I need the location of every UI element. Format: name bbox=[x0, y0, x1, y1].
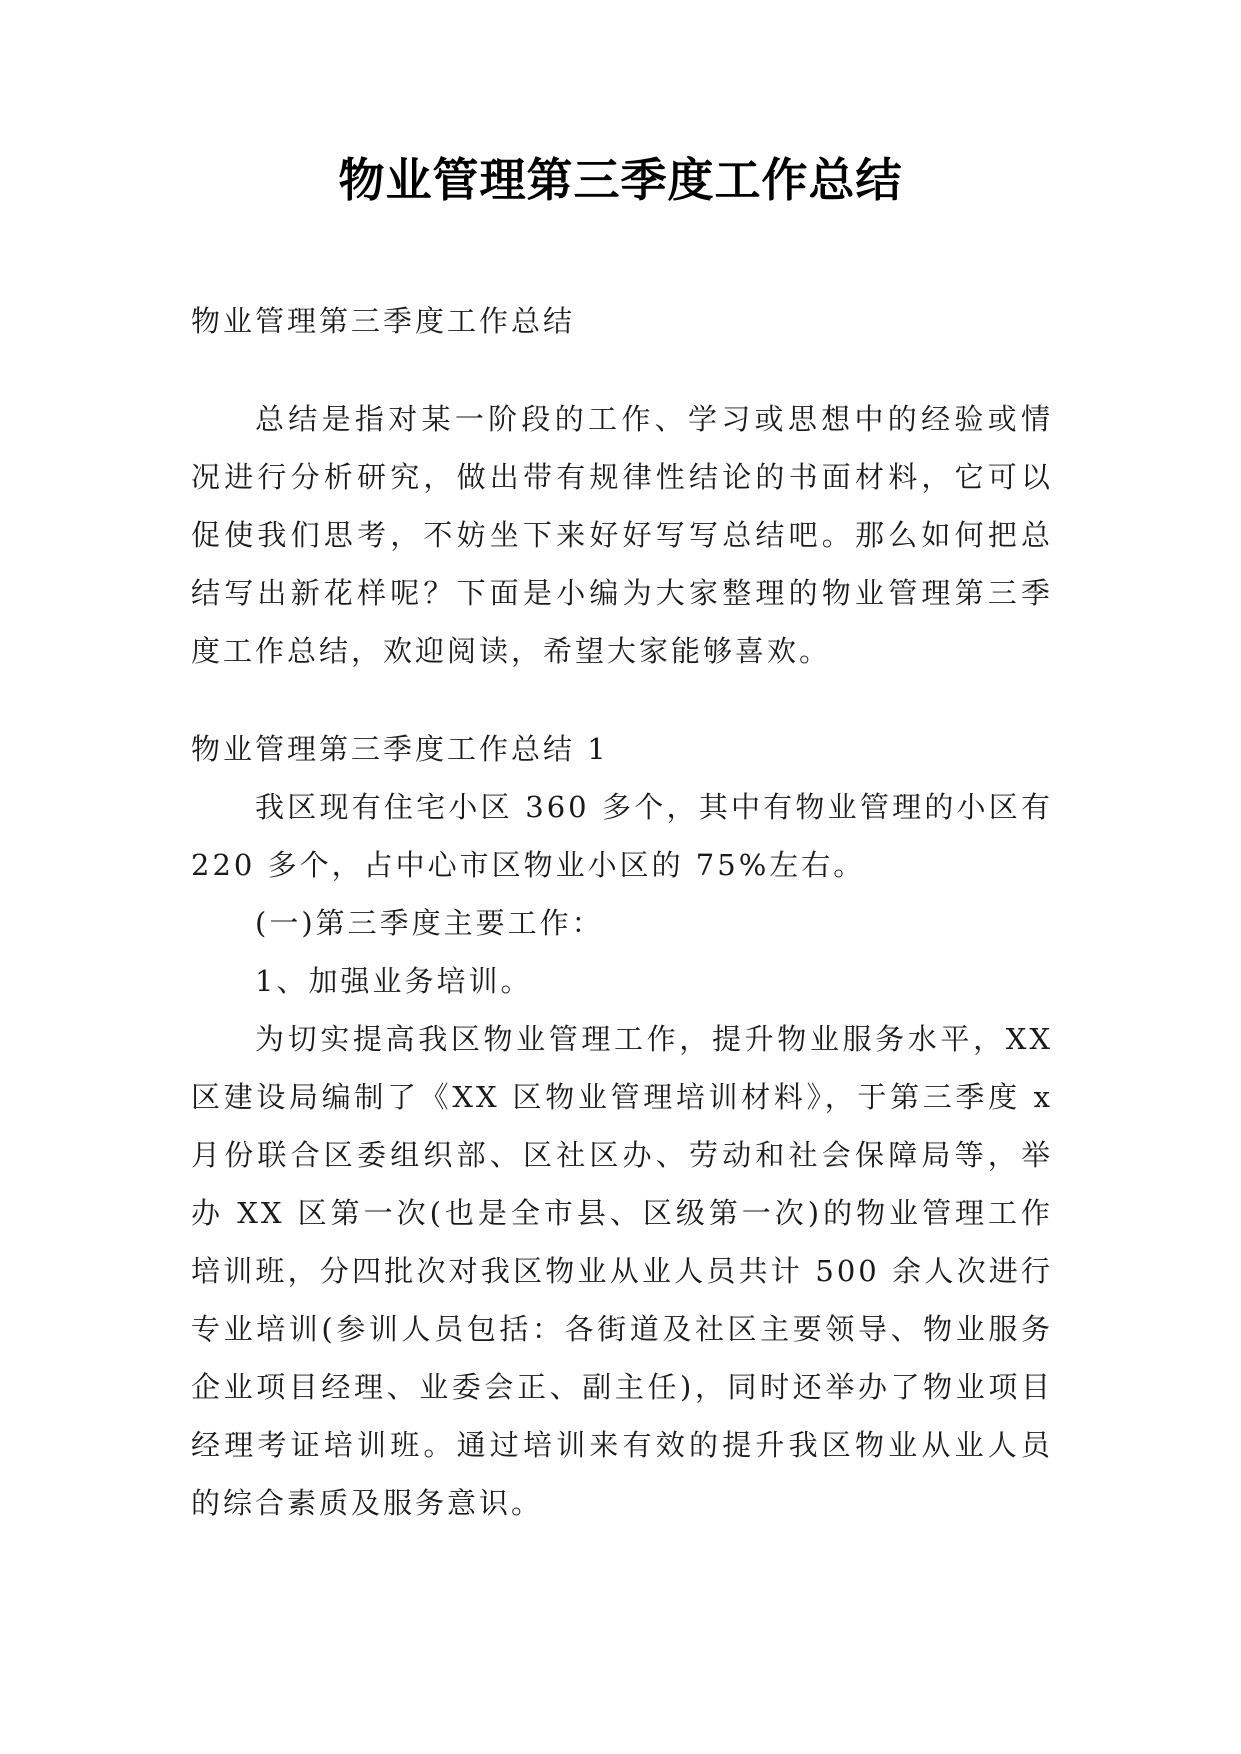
list-item-heading: 1、加强业务培训。 bbox=[255, 964, 533, 998]
body-paragraph: 为切实提高我区物业管理工作，提升物业服务水平，XX 区建设局编制了《XX 区物业管理培训材料》，于第三季度 x 月份联合区委组织部、区社区办、劳动和社会保障局等，举办 XX 区第一次(也是全市县、区级第一次)的物业管理工作培训班，分四批次对我区物业从业人员共计 500 余人次进行专业培训(参训人员包括：各街道及社区主要领导、物业服务企业项目经理、业委会正、副主任)，同时还举办了物业项目经理考证培训班。通过培训来有效的提升我区物业从业人员的综合素质及服务意识。 bbox=[191, 1022, 1053, 1520]
document-subtitle: 物业管理第三季度工作总结 bbox=[191, 304, 576, 338]
subsection-heading: (一)第三季度主要工作： bbox=[255, 906, 604, 940]
section-heading: 物业管理第三季度工作总结 1 bbox=[191, 732, 609, 766]
document-title: 物业管理第三季度工作总结 bbox=[338, 153, 903, 207]
intro-paragraph: 总结是指对某一阶段的工作、学习或思想中的经验或情况进行分析研究，做出带有规律性结论的书面材料，它可以促使我们思考，不妨坐下来好好写写总结吧。那么如何把总结写出新花样呢？下面是小编为大家整理的物业管理第三季度工作总结，欢迎阅读，希望大家能够喜欢。 bbox=[191, 402, 1053, 668]
body-paragraph: 我区现有住宅小区 360 多个，其中有物业管理的小区有 220 多个，占中心市区物业小区的 75%左右。 bbox=[191, 790, 1053, 882]
document-body bbox=[191, 292, 1053, 1532]
